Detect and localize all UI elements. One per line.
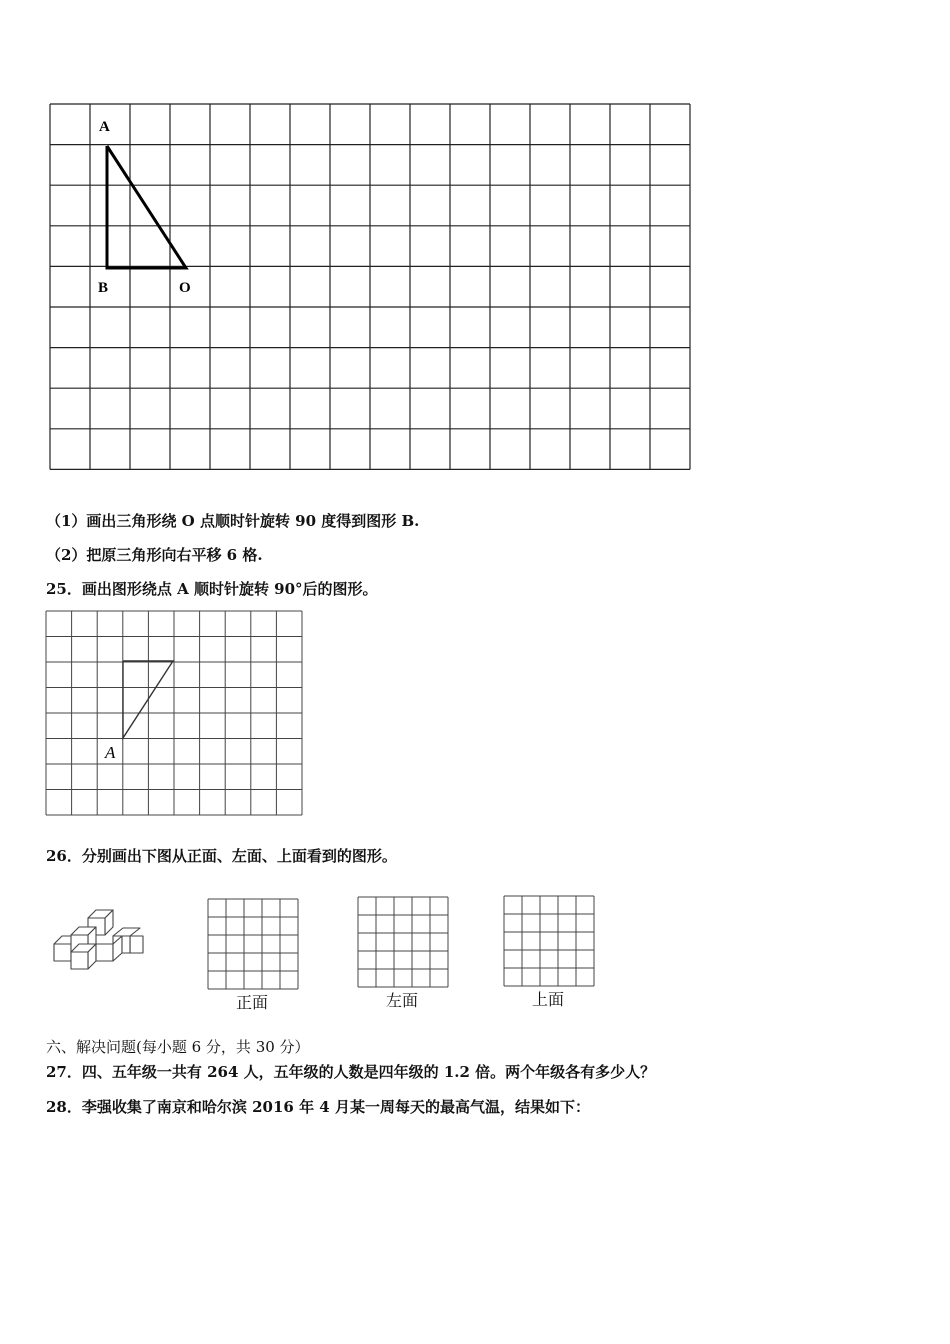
top-view-grid bbox=[502, 894, 598, 990]
q25-point-label-a: A bbox=[105, 743, 116, 762]
left-view-label: 左面 bbox=[386, 991, 419, 1010]
point-label-b: B bbox=[98, 280, 109, 296]
figure1-grid bbox=[48, 102, 692, 472]
top-view-label: 上面 bbox=[532, 990, 565, 1009]
figure2-grid bbox=[44, 609, 306, 819]
q25-text: 25．画出图形绕点 A 顺时针旋转 90°后的图形。 bbox=[46, 580, 378, 598]
front-view-label: 正面 bbox=[236, 993, 269, 1012]
q24-part2: （2）把原三角形向右平移 6 格. bbox=[46, 546, 263, 564]
q26-text: 26．分别画出下图从正面、左面、上面看到的图形。 bbox=[46, 847, 397, 865]
q27-text: 27．四、五年级一共有 264 人，五年级的人数是四年级的 1.2 倍。两个年级各有多少人？ bbox=[46, 1063, 656, 1081]
cube-structure bbox=[50, 904, 150, 984]
q24-part1: （1）画出三角形绕 O 点顺时针旋转 90 度得到图形 B. bbox=[46, 512, 420, 530]
point-label-o: O bbox=[179, 280, 191, 296]
left-view-grid bbox=[356, 895, 452, 991]
point-label-a: A bbox=[99, 119, 110, 135]
q28-text: 28．李强收集了南京和哈尔滨 2016 年 4 月某一周每天的最高气温，结果如下： bbox=[46, 1098, 590, 1116]
front-view-grid bbox=[206, 897, 302, 993]
triangle-abo bbox=[107, 146, 186, 268]
section6-heading: 六、解决问题(每小题 6 分，共 30 分） bbox=[46, 1038, 310, 1056]
